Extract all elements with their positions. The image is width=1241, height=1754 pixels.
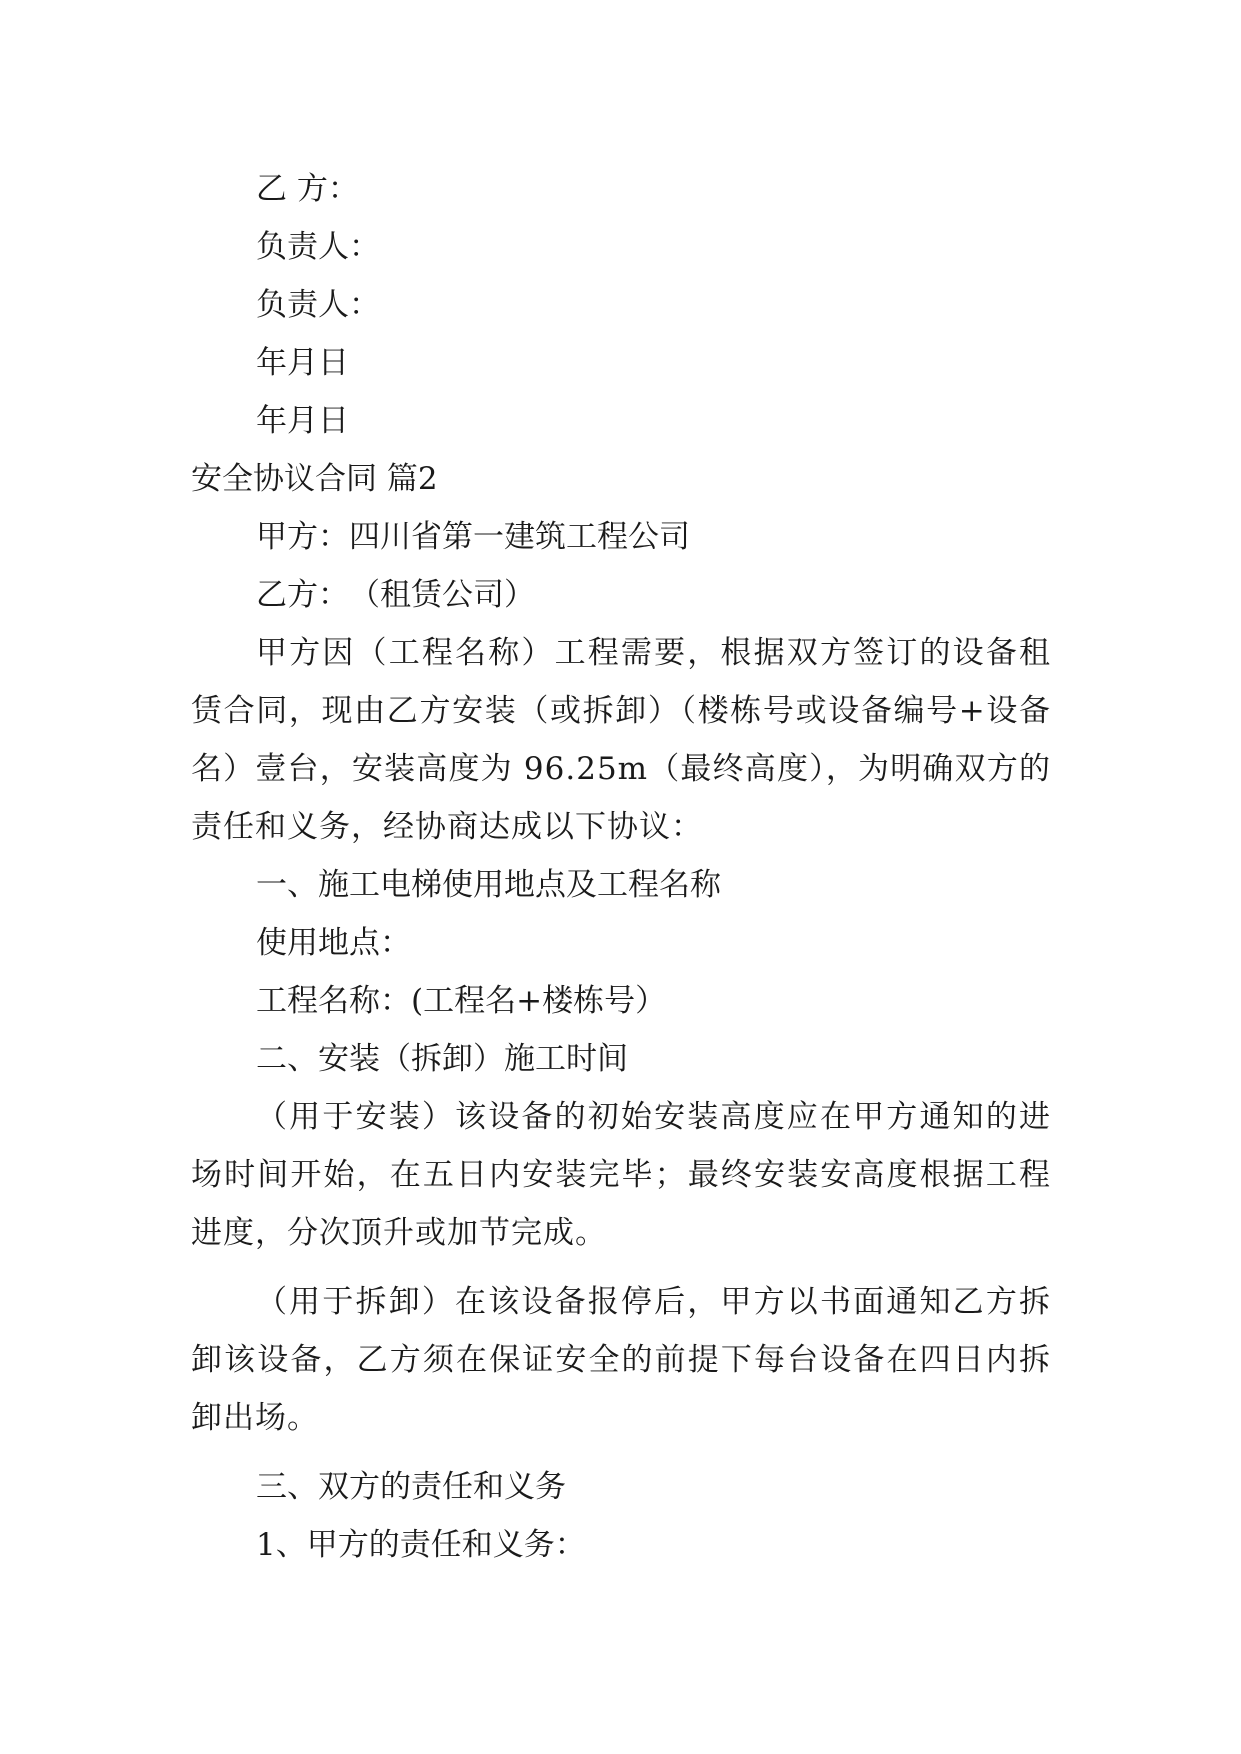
- item3-sub1: 1、甲方的责任和义务：: [256, 1527, 586, 1563]
- date-a: 年月日: [256, 345, 349, 381]
- date-b: 年月日: [256, 403, 349, 439]
- item1-project: 工程名称：(工程名+楼栋号）: [256, 983, 667, 1019]
- item2-remove-paragraph: （用于拆卸）在该设备报停后，甲方以书面通知乙方拆卸该设备，乙方须在保证安全的前提下每台设备在四日内拆卸出场。: [191, 1284, 1051, 1436]
- item1-location: 使用地点：: [256, 925, 411, 961]
- item2-install-paragraph: （用于安装）该设备的初始安装高度应在甲方通知的进场时间开始，在五日内安装完毕；最终安装安高度根据工程进度，分次顶升或加节完成。: [191, 1099, 1051, 1251]
- document-body: [191, 160, 1051, 1574]
- party-a-line: 甲方：四川省第一建筑工程公司: [256, 519, 690, 555]
- intro-paragraph: 甲方因（工程名称）工程需要，根据双方签订的设备租赁合同，现由乙方安装（或拆卸）（楼栋号或设备编号+设备名）壹台，安装高度为 96.25m（最终高度），为明确双方的责任和义务，经协商达成以下协议：: [191, 635, 1051, 845]
- party-b-label: 乙 方：: [256, 171, 359, 207]
- item2-title: 二、安装（拆卸）施工时间: [256, 1041, 628, 1077]
- party-b-line: 乙方： （租赁公司）: [256, 577, 535, 613]
- section-title: 安全协议合同 篇2: [191, 461, 438, 497]
- item3-title: 三、双方的责任和义务: [256, 1469, 566, 1505]
- item1-title: 一、施工电梯使用地点及工程名称: [256, 867, 721, 903]
- responsible-person-b: 负责人：: [256, 287, 380, 323]
- responsible-person-a: 负责人：: [256, 229, 380, 265]
